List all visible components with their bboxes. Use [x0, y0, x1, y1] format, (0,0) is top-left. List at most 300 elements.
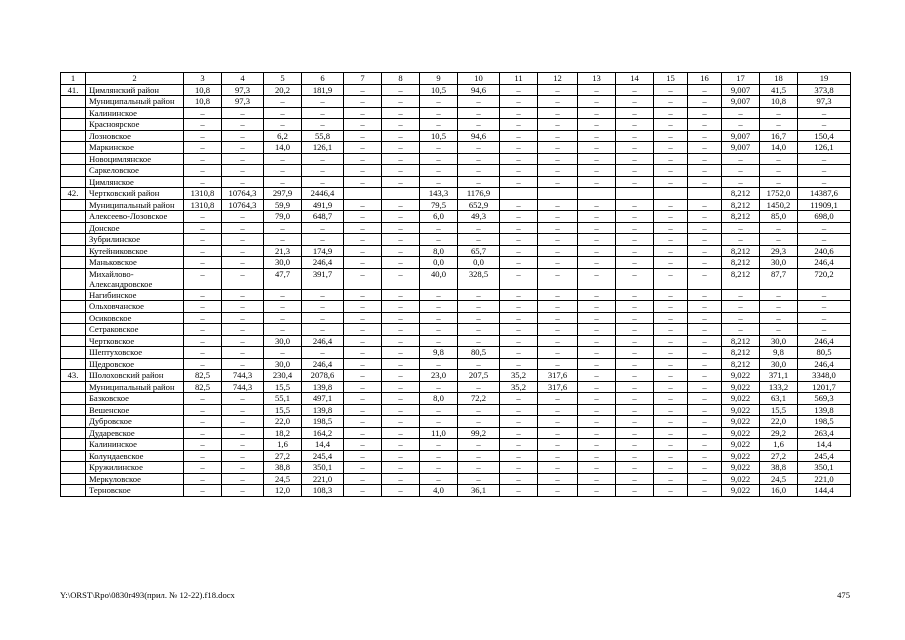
table-cell: 126,1	[798, 142, 851, 154]
table-cell: –	[654, 473, 688, 485]
table-cell: –	[760, 222, 798, 234]
table-cell: –	[184, 153, 222, 165]
table-cell: –	[344, 142, 382, 154]
table-cell: –	[344, 312, 382, 324]
table-cell: –	[500, 130, 538, 142]
table-cell: –	[578, 84, 616, 96]
table-cell: –	[382, 370, 420, 382]
table-cell: 221,0	[302, 473, 344, 485]
table-cell: –	[654, 347, 688, 359]
table-cell: –	[302, 312, 344, 324]
row-index	[61, 358, 86, 370]
table-cell: –	[578, 165, 616, 177]
table-cell: –	[382, 485, 420, 497]
table-cell: 9,022	[722, 450, 760, 462]
settlement-row	[61, 473, 851, 485]
table-cell	[578, 188, 616, 200]
table-cell: –	[798, 107, 851, 119]
table-cell: –	[184, 312, 222, 324]
table-cell: –	[538, 176, 578, 188]
settlement-row	[61, 222, 851, 234]
table-cell: –	[688, 473, 722, 485]
table-cell: –	[688, 450, 722, 462]
table-cell: –	[760, 312, 798, 324]
table-cell: –	[688, 257, 722, 269]
table-cell: –	[578, 222, 616, 234]
row-name: Дударевское	[86, 427, 184, 439]
table-cell: –	[264, 153, 302, 165]
table-cell: –	[688, 427, 722, 439]
table-cell: –	[500, 393, 538, 405]
row-index	[61, 96, 86, 108]
row-index	[61, 199, 86, 211]
table-cell: –	[382, 301, 420, 313]
row-name: Шолоховский район	[86, 370, 184, 382]
table-cell: 9,022	[722, 485, 760, 497]
table-cell: –	[222, 211, 264, 223]
table-cell: –	[184, 176, 222, 188]
table-cell: –	[798, 119, 851, 131]
table-cell: –	[420, 462, 458, 474]
table-cell: –	[222, 107, 264, 119]
table-cell: –	[500, 257, 538, 269]
column-number: 10	[458, 73, 500, 85]
table-cell: –	[344, 176, 382, 188]
row-name: Осиковское	[86, 312, 184, 324]
table-cell: 82,5	[184, 370, 222, 382]
table-cell: –	[654, 416, 688, 428]
table-cell: 126,1	[302, 142, 344, 154]
table-cell: –	[578, 257, 616, 269]
table-cell: –	[500, 84, 538, 96]
table-cell: –	[458, 301, 500, 313]
table-cell: 27,2	[264, 450, 302, 462]
table-cell	[344, 188, 382, 200]
table-cell: –	[344, 199, 382, 211]
table-cell: –	[344, 462, 382, 474]
table-cell: 245,4	[798, 450, 851, 462]
table-cell: 9,8	[420, 347, 458, 359]
row-name: Кутейниковское	[86, 245, 184, 257]
settlement-row	[61, 165, 851, 177]
table-cell: 8,212	[722, 358, 760, 370]
settlement-row	[61, 324, 851, 336]
column-number: 13	[578, 73, 616, 85]
row-index	[61, 450, 86, 462]
table-cell: 198,5	[798, 416, 851, 428]
table-cell: –	[382, 427, 420, 439]
table-cell: –	[184, 462, 222, 474]
table-cell: –	[382, 245, 420, 257]
table-cell: –	[798, 222, 851, 234]
table-cell: –	[722, 289, 760, 301]
column-number: 2	[86, 73, 184, 85]
table-cell: –	[184, 211, 222, 223]
column-number: 17	[722, 73, 760, 85]
table-cell: 24,5	[264, 473, 302, 485]
settlement-row	[61, 199, 851, 211]
table-cell: –	[500, 301, 538, 313]
settlement-row	[61, 153, 851, 165]
table-cell: –	[538, 119, 578, 131]
table-cell: –	[222, 473, 264, 485]
table-cell: 373,8	[798, 84, 851, 96]
table-cell: –	[382, 347, 420, 359]
table-cell: –	[798, 301, 851, 313]
table-cell: –	[538, 211, 578, 223]
table-cell: –	[184, 257, 222, 269]
row-name: Михайлово-Александровское	[86, 268, 184, 289]
table-cell: –	[500, 450, 538, 462]
table-cell: –	[654, 404, 688, 416]
table-cell: –	[458, 381, 500, 393]
table-cell: 10,5	[420, 84, 458, 96]
table-cell: –	[302, 234, 344, 246]
table-cell: –	[688, 416, 722, 428]
table-cell: –	[688, 268, 722, 289]
table-cell: 9,022	[722, 393, 760, 405]
table-cell: –	[688, 142, 722, 154]
table-cell: 744,3	[222, 381, 264, 393]
table-cell: 97,3	[222, 84, 264, 96]
table-cell: 207,5	[458, 370, 500, 382]
table-cell: 80,5	[798, 347, 851, 359]
row-name: Базковское	[86, 393, 184, 405]
row-name: Чертковское	[86, 335, 184, 347]
table-cell: –	[382, 473, 420, 485]
settlement-row	[61, 142, 851, 154]
table-cell: –	[578, 268, 616, 289]
table-cell: 139,8	[798, 404, 851, 416]
table-cell: –	[344, 268, 382, 289]
table-cell: –	[654, 289, 688, 301]
table-cell: 79,0	[264, 211, 302, 223]
table-cell: 2446,4	[302, 188, 344, 200]
row-name: Зубрилинское	[86, 234, 184, 246]
row-index	[61, 176, 86, 188]
table-cell: 297,9	[264, 188, 302, 200]
table-cell: –	[382, 176, 420, 188]
table-cell: –	[654, 358, 688, 370]
table-cell: 246,4	[798, 257, 851, 269]
footer-file-path: Y:\ORST\Rpo\0830r493(прил. № 12-22).f18.docx	[60, 590, 235, 600]
table-cell: –	[722, 119, 760, 131]
table-cell: –	[184, 404, 222, 416]
table-cell: –	[688, 107, 722, 119]
table-cell: –	[538, 393, 578, 405]
table-cell: –	[382, 222, 420, 234]
table-cell: –	[538, 289, 578, 301]
table-cell: –	[538, 485, 578, 497]
table-cell: –	[654, 312, 688, 324]
row-index	[61, 165, 86, 177]
table-cell: –	[344, 381, 382, 393]
row-index	[61, 312, 86, 324]
table-cell: –	[382, 404, 420, 416]
table-cell: –	[538, 347, 578, 359]
table-cell: –	[500, 404, 538, 416]
table-cell: –	[184, 301, 222, 313]
table-cell: 371,1	[760, 370, 798, 382]
column-number: 16	[688, 73, 722, 85]
table-cell: 22,0	[264, 416, 302, 428]
table-cell: 14,0	[760, 142, 798, 154]
settlement-row	[61, 404, 851, 416]
table-cell: –	[616, 211, 654, 223]
table-cell: –	[578, 393, 616, 405]
table-cell: –	[382, 130, 420, 142]
table-cell: –	[302, 165, 344, 177]
settlement-row	[61, 450, 851, 462]
table-cell: 15,5	[264, 381, 302, 393]
table-cell: 9,022	[722, 404, 760, 416]
table-cell: 59,9	[264, 199, 302, 211]
table-cell: –	[420, 450, 458, 462]
table-cell: 49,3	[458, 211, 500, 223]
table-cell: 55,1	[264, 393, 302, 405]
settlement-row	[61, 211, 851, 223]
table-cell: –	[654, 96, 688, 108]
column-number: 9	[420, 73, 458, 85]
table-cell: –	[578, 96, 616, 108]
table-cell: –	[184, 427, 222, 439]
table-cell: 27,2	[760, 450, 798, 462]
table-cell: –	[616, 268, 654, 289]
table-cell: –	[538, 142, 578, 154]
table-cell: –	[578, 211, 616, 223]
table-cell: –	[382, 96, 420, 108]
column-number: 7	[344, 73, 382, 85]
table-cell: 30,0	[264, 335, 302, 347]
table-cell: –	[760, 289, 798, 301]
table-cell: 0,0	[458, 257, 500, 269]
table-cell: –	[538, 358, 578, 370]
row-index: 43.	[61, 370, 86, 382]
table-cell: –	[722, 324, 760, 336]
table-cell: 23,0	[420, 370, 458, 382]
table-cell: –	[688, 312, 722, 324]
table-cell: –	[578, 199, 616, 211]
table-cell: –	[538, 462, 578, 474]
header-row	[61, 73, 851, 85]
table-cell: 9,022	[722, 427, 760, 439]
row-index	[61, 142, 86, 154]
table-cell: –	[500, 485, 538, 497]
table-cell: –	[578, 427, 616, 439]
table-cell: 491,9	[302, 199, 344, 211]
table-cell: –	[500, 335, 538, 347]
table-cell: 8,212	[722, 268, 760, 289]
table-cell: –	[616, 462, 654, 474]
table-cell: –	[382, 257, 420, 269]
row-index	[61, 119, 86, 131]
table-cell: –	[538, 416, 578, 428]
table-cell: 246,4	[798, 358, 851, 370]
row-index	[61, 462, 86, 474]
table-cell: –	[458, 289, 500, 301]
table-cell: –	[688, 96, 722, 108]
table-cell: 0,0	[420, 257, 458, 269]
table-cell: –	[264, 222, 302, 234]
table-cell: –	[420, 165, 458, 177]
table-cell: –	[344, 393, 382, 405]
district-row	[61, 188, 851, 200]
table-cell: 16,0	[760, 485, 798, 497]
column-number: 1	[61, 73, 86, 85]
table-cell: –	[500, 142, 538, 154]
table-cell: –	[654, 199, 688, 211]
table-cell: –	[302, 222, 344, 234]
table-cell: 80,5	[458, 347, 500, 359]
row-index	[61, 245, 86, 257]
table-cell: –	[382, 393, 420, 405]
table-cell: 150,4	[798, 130, 851, 142]
table-cell: –	[458, 439, 500, 451]
table-cell: –	[798, 234, 851, 246]
row-name: Донское	[86, 222, 184, 234]
table-cell: –	[344, 427, 382, 439]
table-cell: –	[654, 324, 688, 336]
table-cell: –	[578, 312, 616, 324]
row-index: 41.	[61, 84, 86, 96]
table-cell: 744,3	[222, 370, 264, 382]
table-cell: 9,007	[722, 96, 760, 108]
row-name: Муниципальный район	[86, 199, 184, 211]
table-cell: 9,022	[722, 473, 760, 485]
table-cell: –	[616, 416, 654, 428]
table-cell: –	[578, 142, 616, 154]
table-cell: 85,0	[760, 211, 798, 223]
table-cell: –	[382, 165, 420, 177]
table-cell: 10,8	[184, 84, 222, 96]
table-cell: 1,6	[264, 439, 302, 451]
table-cell: 11,0	[420, 427, 458, 439]
table-cell: –	[420, 119, 458, 131]
row-index	[61, 347, 86, 359]
row-name: Новоцимлянское	[86, 153, 184, 165]
table-cell: –	[420, 324, 458, 336]
table-cell: –	[382, 268, 420, 289]
row-index	[61, 393, 86, 405]
table-cell: 12,0	[264, 485, 302, 497]
table-cell: –	[302, 301, 344, 313]
table-cell: 15,5	[264, 404, 302, 416]
table-cell: –	[616, 485, 654, 497]
row-index	[61, 381, 86, 393]
table-cell: –	[344, 130, 382, 142]
table-cell: 10764,3	[222, 199, 264, 211]
table-cell: –	[500, 222, 538, 234]
settlement-row	[61, 257, 851, 269]
table-cell: –	[184, 335, 222, 347]
row-name: Муниципальный район	[86, 96, 184, 108]
table-cell: 30,0	[760, 358, 798, 370]
column-number: 4	[222, 73, 264, 85]
settlement-row	[61, 234, 851, 246]
table-cell: –	[722, 107, 760, 119]
table-cell: 87,7	[760, 268, 798, 289]
table-cell: –	[382, 107, 420, 119]
table-cell: –	[616, 257, 654, 269]
table-cell: –	[722, 301, 760, 313]
table-cell: –	[798, 176, 851, 188]
table-cell: 9,022	[722, 416, 760, 428]
table-cell: 11909,1	[798, 199, 851, 211]
table-cell: 246,4	[302, 257, 344, 269]
table-cell: –	[538, 96, 578, 108]
table-cell: –	[382, 439, 420, 451]
row-name: Алексеево-Лозовское	[86, 211, 184, 223]
row-index	[61, 289, 86, 301]
table-cell: 8,212	[722, 257, 760, 269]
table-cell: 1752,0	[760, 188, 798, 200]
table-cell: –	[760, 234, 798, 246]
table-cell: –	[760, 301, 798, 313]
table-cell: –	[654, 301, 688, 313]
table-cell: –	[538, 439, 578, 451]
table-cell: –	[760, 324, 798, 336]
table-cell: 221,0	[798, 473, 851, 485]
table-cell: –	[344, 153, 382, 165]
table-cell: –	[654, 393, 688, 405]
table-cell: 9,007	[722, 130, 760, 142]
table-cell: –	[184, 245, 222, 257]
table-cell: –	[616, 427, 654, 439]
table-cell: 94,6	[458, 84, 500, 96]
settlement-row	[61, 130, 851, 142]
table-cell: –	[578, 370, 616, 382]
table-cell: –	[500, 358, 538, 370]
table-cell: 139,8	[302, 381, 344, 393]
table-cell: –	[688, 234, 722, 246]
table-cell: –	[222, 393, 264, 405]
table-cell: –	[344, 324, 382, 336]
table-cell: –	[654, 130, 688, 142]
table-cell: 10,5	[420, 130, 458, 142]
table-cell: –	[654, 450, 688, 462]
table-cell: –	[578, 404, 616, 416]
row-name: Сетраковское	[86, 324, 184, 336]
table-cell: –	[616, 119, 654, 131]
table-cell: –	[616, 473, 654, 485]
table-cell: 99,2	[458, 427, 500, 439]
table-cell: –	[264, 312, 302, 324]
table-cell: –	[616, 234, 654, 246]
table-cell: –	[184, 450, 222, 462]
table-cell: –	[616, 439, 654, 451]
table-cell: –	[616, 370, 654, 382]
table-cell: –	[184, 222, 222, 234]
table-cell: 55,8	[302, 130, 344, 142]
table-cell: –	[420, 335, 458, 347]
table-cell: 648,7	[302, 211, 344, 223]
table-cell: –	[458, 96, 500, 108]
table-cell: –	[538, 84, 578, 96]
table-cell: –	[538, 312, 578, 324]
table-cell: 30,0	[264, 358, 302, 370]
table-cell: 63,1	[760, 393, 798, 405]
table-cell: –	[184, 268, 222, 289]
table-cell: 8,0	[420, 393, 458, 405]
table-cell: 36,1	[458, 485, 500, 497]
table-cell: –	[578, 416, 616, 428]
table-cell: –	[420, 234, 458, 246]
table-cell: 20,2	[264, 84, 302, 96]
table-cell	[500, 188, 538, 200]
table-cell: –	[578, 107, 616, 119]
table-cell: –	[184, 234, 222, 246]
table-cell	[616, 188, 654, 200]
